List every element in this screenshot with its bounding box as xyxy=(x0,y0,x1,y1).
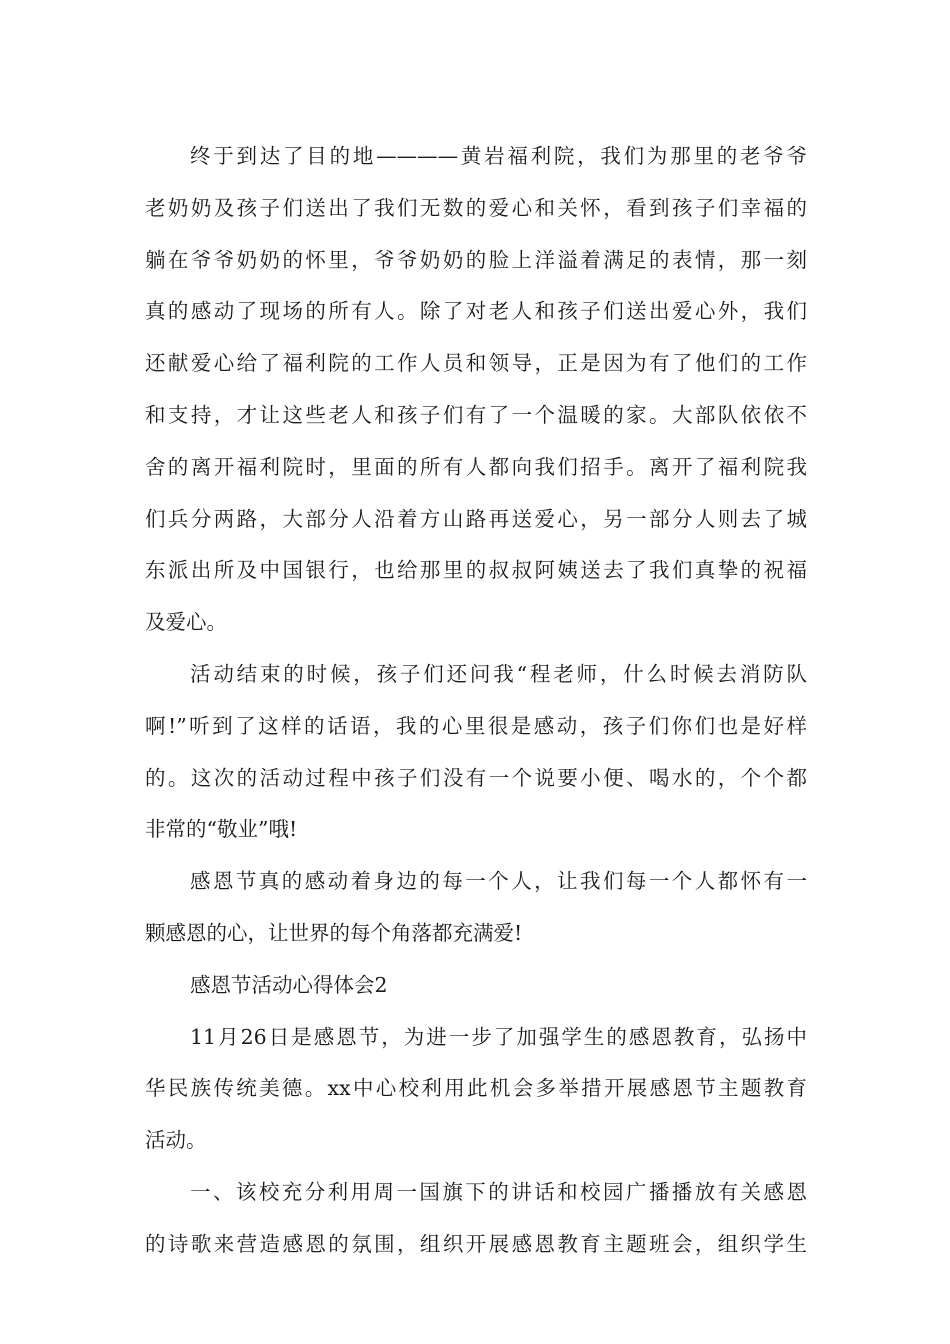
text-line: 们兵分两路，大部分人沿着方山路再送爱心，另一部分人则去了城 xyxy=(145,506,807,531)
paragraph xyxy=(145,131,807,649)
text-line: 和支持，才让这些老人和孩子们有了一个温暖的家。大部队依依不 xyxy=(145,402,807,427)
text-line: 终于到达了目的地————黄岩福利院，我们为那里的老爷爷 xyxy=(190,144,807,168)
text-line: 颗感恩的心，让世界的每个角落都充满爱! xyxy=(145,920,523,945)
text-line: 活动。 xyxy=(145,1128,207,1153)
paragraph xyxy=(145,1012,807,1167)
heading-line: 感恩节活动心得体会2 xyxy=(190,972,388,997)
text-line: 活动结束的时候，孩子们还问我“程老师，什么时候去消防队 xyxy=(190,661,807,686)
text-line: 华民族传统美德。xx中心校利用此机会多举措开展感恩节主题教育 xyxy=(145,1076,807,1101)
text-line: 的。这次的活动过程中孩子们没有一个说要小便、喝水的，个个都 xyxy=(145,765,807,790)
text-line: 老奶奶及孩子们送出了我们无数的爱心和关怀，看到孩子们幸福的 xyxy=(145,195,807,220)
text-line: 还献爱心给了福利院的工作人员和领导，正是因为有了他们的工作 xyxy=(145,351,807,376)
text-line: 一、该校充分利用周一国旗下的讲话和校园广播播放有关感恩 xyxy=(190,1179,807,1204)
text-line: 11月26日是感恩节，为进一步了加强学生的感恩教育，弘扬中 xyxy=(190,1024,807,1049)
section-heading xyxy=(145,960,807,1012)
text-line: 的诗歌来营造感恩的氛围，组织开展感恩教育主题班会，组织学生 xyxy=(145,1231,807,1256)
text-line: 啊!”听到了这样的话语，我的心里很是感动，孩子们你们也是好样 xyxy=(145,713,807,738)
text-line: 真的感动了现场的所有人。除了对老人和孩子们送出爱心外，我们 xyxy=(145,299,807,324)
paragraph xyxy=(145,649,807,856)
text-line: 舍的离开福利院时，里面的所有人都向我们招手。离开了福利院我 xyxy=(145,454,807,479)
text-line: 感恩节真的感动着身边的每一个人，让我们每一个人都怀有一 xyxy=(190,869,807,894)
text-line: 非常的“敬业”哦! xyxy=(145,817,298,842)
document-page xyxy=(145,131,807,1271)
text-line: 躺在爷爷奶奶的怀里，爷爷奶奶的脸上洋溢着满足的表情，那一刻 xyxy=(145,247,807,272)
paragraph xyxy=(145,856,807,960)
paragraph xyxy=(145,1167,807,1271)
text-line: 东派出所及中国银行，也给那里的叔叔阿姨送去了我们真挚的祝福 xyxy=(145,558,807,583)
text-line: 及爱心。 xyxy=(145,610,227,635)
